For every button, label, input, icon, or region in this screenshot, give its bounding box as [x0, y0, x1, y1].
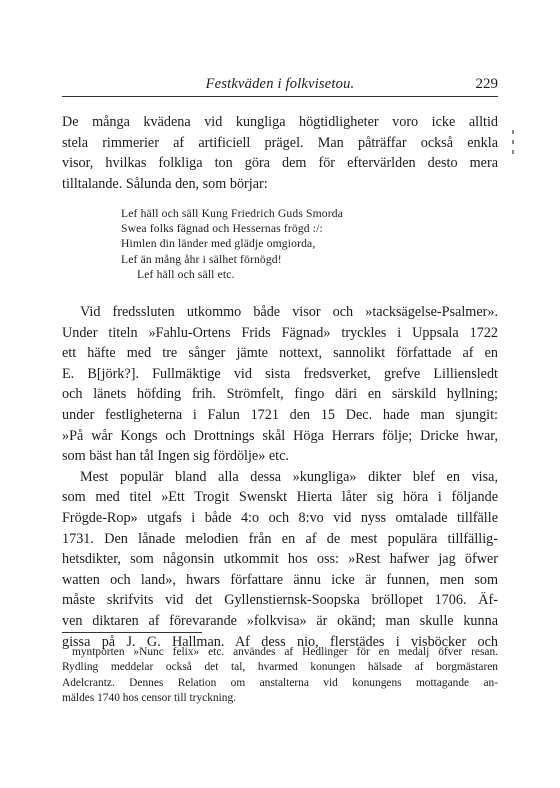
- page-header: [62, 76, 498, 96]
- text-line: som med titel »Ett Trogit Swenskt Hierta låter sig höra i följande: [62, 489, 498, 506]
- paragraph-3: [62, 467, 498, 652]
- text-line: Under titeln »Fahlu-Ortens Frids Fägnad» tryckles i Uppsala 1722: [62, 324, 498, 341]
- text-line: »På wår Kongs och Drottnings skål Höga Herrars följe; Dricke hwar,: [62, 427, 498, 444]
- text-line: och länets höfding frih. Strömfelt, fingo däri en särskild hyllning;: [62, 386, 498, 403]
- verse-line: Lef än mång åhr i sälhet förnögd!: [121, 252, 282, 266]
- verse-block: [121, 206, 421, 282]
- text-line: stela rimmerier af artificiell prägel. Man påträffar också enkla: [62, 134, 498, 151]
- verse-line: Swea folks fägnad och Hessernas frögd :/:: [121, 222, 323, 236]
- text-line: under festligheterna i Falun 1721 den 15 Dec. hade man sjungit:: [62, 406, 498, 423]
- header-rule: [62, 96, 498, 97]
- text-line: watten och land», hwars författare ännu icke är funnen, men som: [62, 571, 498, 588]
- footnote-line: myntporten »Nunc felix» etc. användes af Hedlinger för en medalj öfver resan.: [72, 646, 498, 658]
- running-title: Festkväden i folkvisetou.: [205, 76, 355, 92]
- paragraph-1: [62, 112, 498, 194]
- text-line: Mest populär bland alla dessa »kungliga» dikter blef en visa,: [80, 468, 498, 485]
- text-line: måste skrifvits vid det Gyllenstiernsk-Soopska bröllopet 1706. Äf-: [62, 592, 498, 609]
- text-line: 1731. Den lånade melodien från en af de mest populära tillfällig-: [62, 530, 498, 547]
- paragraph-2: [62, 302, 498, 467]
- text-line: ett häfte med tre sånger jämte nottext, sannolikt författade af en: [62, 345, 498, 362]
- verse-line: Lef häll och säll etc.: [137, 267, 235, 281]
- text-line: De många kvädena vid kungliga högtidligheter voro icke alltid: [62, 114, 498, 130]
- verse-line: Himlen din länder med glädje omgiorda,: [121, 237, 316, 251]
- text-line: som bäst han tål Ingen sig fördölje» etc.: [62, 448, 289, 465]
- text-line: ven diktaren af förevarande »folkvisa» är okänd; man skulle kunna: [62, 612, 498, 629]
- text-line: gissa på J. G. Hallman. Af dess nio, flerstädes i visböcker och: [62, 633, 498, 650]
- text-line: visor, hvilkas folkliga ton göra dem för eftervärlden desto mera: [62, 155, 498, 172]
- footnote: [62, 645, 498, 707]
- footnote-rule: [62, 632, 202, 633]
- footnote-line: Rydling meddelar också det tal, hvarmed konungen hälsade af borgmästaren: [62, 661, 498, 674]
- text-line: Vid fredssluten utkommo både visor och »tacksägelse-Psalmer».: [80, 304, 498, 320]
- text-line: E. B[jörk?]. Fullmäktige vid sista fredsverket, grefve Lilliensledt: [62, 365, 498, 382]
- text-line: tilltalande. Sålunda den, som börjar:: [62, 175, 268, 192]
- text-line: Frögde-Rop» utgafs i både 4:o och 8:vo vid nyss omtalade tillfälle: [62, 509, 498, 526]
- page-number: 229: [475, 76, 498, 92]
- main-text: [62, 302, 498, 652]
- footnote-line: Adelcrantz. Dennes Relation om anstalterna vid konungens mottagande an-: [62, 676, 498, 689]
- margin-marks: [510, 130, 516, 168]
- footnote-line: mäldes 1740 hos censor till tryckning.: [62, 692, 236, 705]
- verse-line: Lef häll och säll Kung Friedrich Guds Smorda: [121, 207, 344, 220]
- text-line: hetsdikter, som någonsin utkommit hos oss: »Rest hafwer jag öfwer: [62, 551, 498, 568]
